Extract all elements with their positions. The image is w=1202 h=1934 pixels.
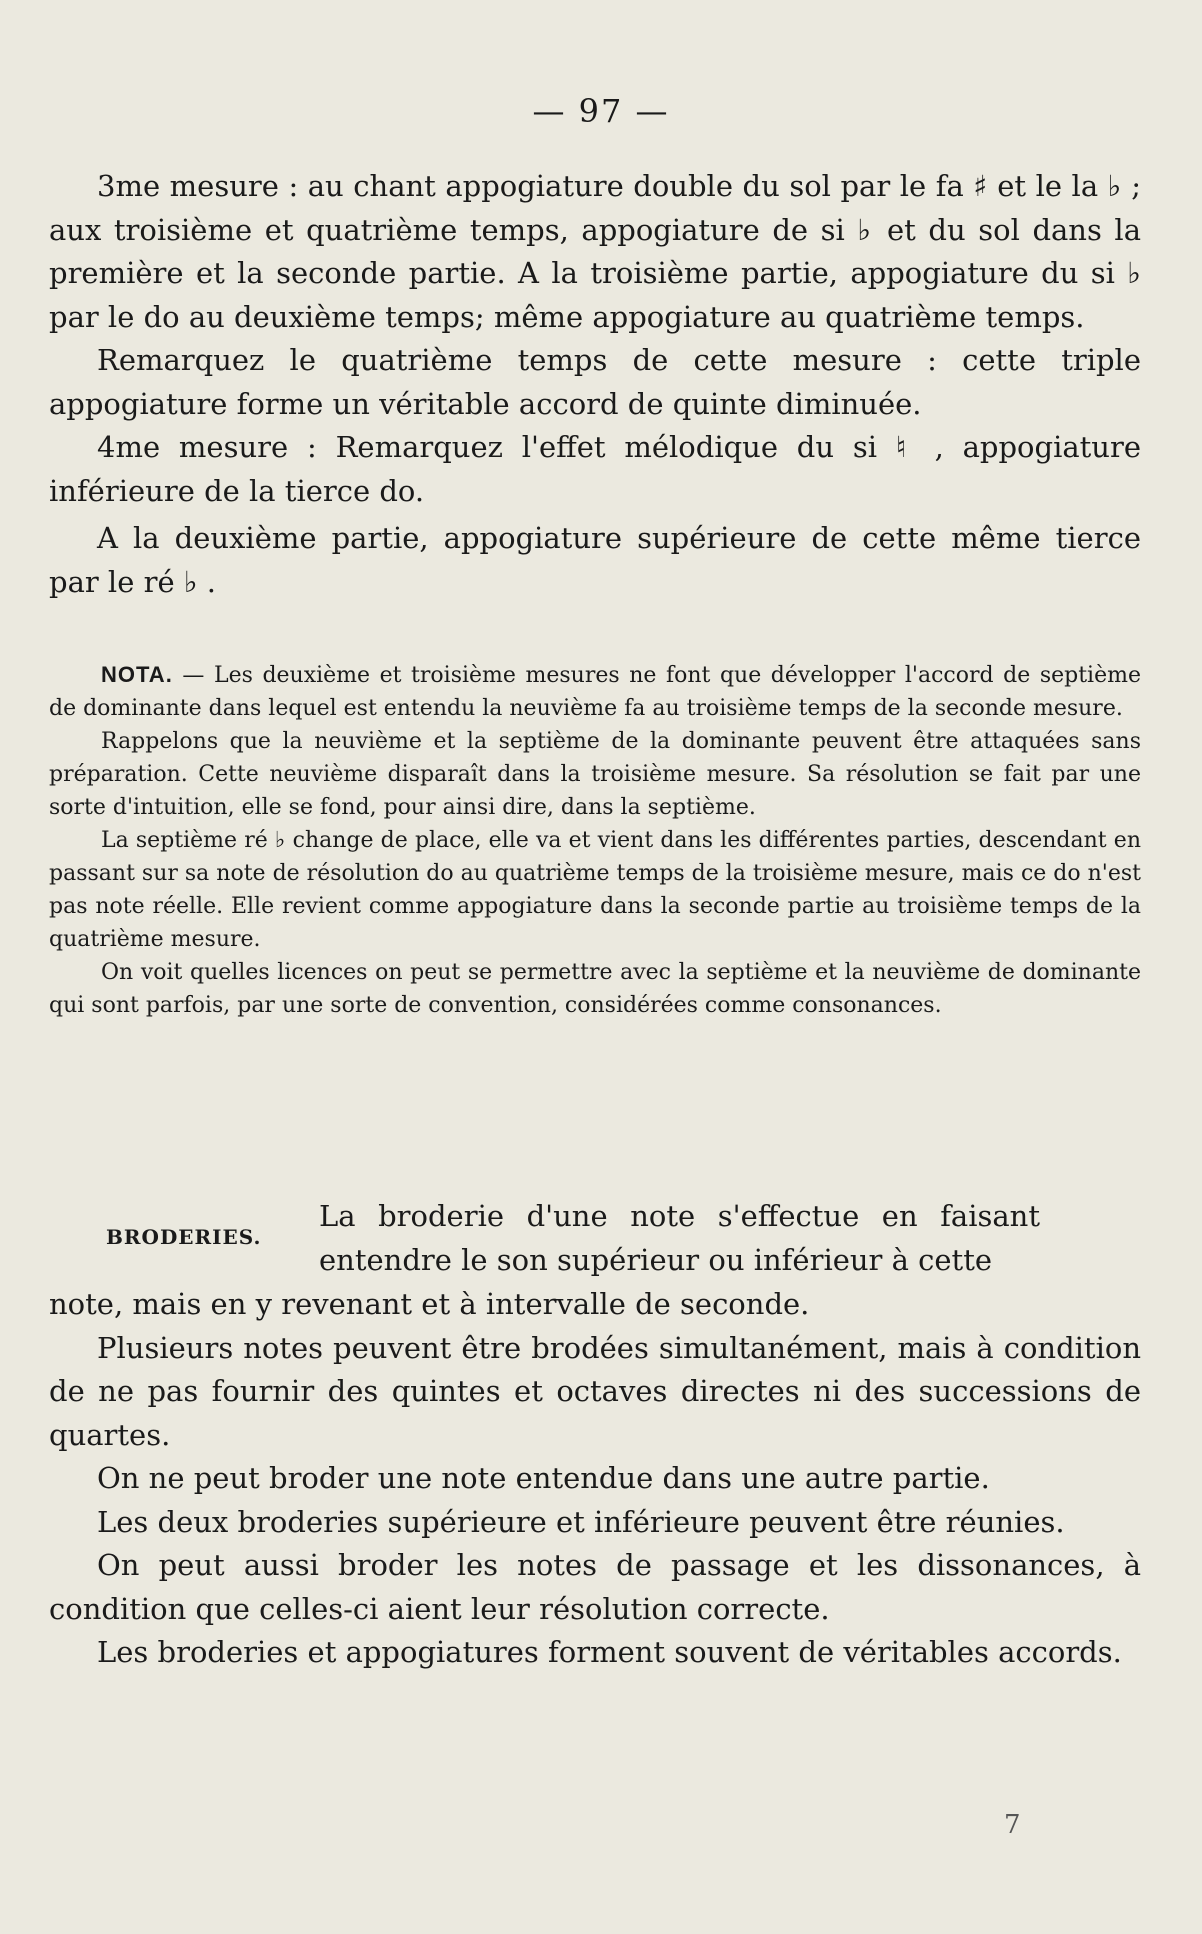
broderies-paragraph-1: Plusieurs notes peuvent être brodées simultanément, mais à condition de ne pas fournir des quintes et octaves directes ni des successions de quartes. <box>49 1330 1141 1452</box>
broderies-paragraph-2: On ne peut broder une note entendue dans une autre partie. <box>97 1461 990 1495</box>
broderies-section <box>49 1283 1141 1675</box>
nota-paragraph-2: Rappelons que la neuvième et la septième de la dominante peuvent être attaquées sans préparation. Cette neuvième disparaît dans la troisième mesure. Sa résolution se fait par une sorte d'intuition, elle se fond, pour ainsi dire, dans la septième. <box>49 729 1141 820</box>
paragraph-deuxieme-partie: A la deuxième partie, appogiature supérieure de cette même tierce par le ré ♭ . <box>49 521 1141 599</box>
nota-paragraph-1: NOTA. — Les deuxième et troisième mesures ne font que développer l'accord de septième de dominante dans lequel est entendu la neuvième fa au troisième temps de la seconde mesure. <box>49 662 1141 721</box>
signature-mark: 7 <box>1004 1810 1021 1840</box>
nota-section <box>49 658 1141 1022</box>
nota-paragraph-3: La septième ré ♭ change de place, elle va et vient dans les différentes parties, descendant en passant sur sa note de résolution do au quatrième temps de la troisième mesure, mais ce do n'est pas note réelle. Elle revient comme appogiature dans la seconde partie au troisième temps de la quatrième mesure. <box>49 828 1141 952</box>
page-number: — 97 — <box>532 92 670 130</box>
broderies-lead: La broderie d'une note s'effectue en faisant entendre le son supérieur ou inférieur à cette <box>319 1199 1040 1277</box>
top-paragraphs <box>49 165 1141 604</box>
nota-paragraph-4: On voit quelles licences on peut se permettre avec la septième et la neuvième de dominante qui sont parfois, par une sorte de convention, considérées comme consonances. <box>49 960 1141 1018</box>
broderies-paragraph-5: Les broderies et appogiatures forment souvent de véritables accords. <box>97 1635 1122 1669</box>
paragraph-mesure-3: 3me mesure : au chant appogiature double du sol par le fa ♯ et le la ♭ ; aux troisième et quatrième temps, appogiature de si ♭ et du sol dans la première et la seconde partie. A la troisième partie, appogiature du si ♭ par le do au deuxième temps; même appogiature au quatrième temps. <box>49 169 1141 334</box>
broderies-heading: BRODERIES. <box>106 1225 262 1249</box>
broderies-lead-continued: note, mais en y revenant et à intervalle de seconde. <box>49 1287 810 1321</box>
broderies-paragraph-3: Les deux broderies supérieure et inférieure peuvent être réunies. <box>97 1504 1065 1539</box>
nota-label: NOTA. <box>101 662 173 687</box>
paragraph-mesure-4: 4me mesure : Remarquez l'effet mélodique du si ♮ , appogiature inférieure de la tierce do. <box>49 430 1141 508</box>
paragraph-remarquez: Remarquez le quatrième temps de cette mesure : cette triple appogiature forme un véritable accord de quinte diminuée. <box>49 343 1141 421</box>
broderies-paragraph-4: On peut aussi broder les notes de passage et les dissonances, à condition que celles-ci aient leur résolution correcte. <box>49 1548 1141 1626</box>
